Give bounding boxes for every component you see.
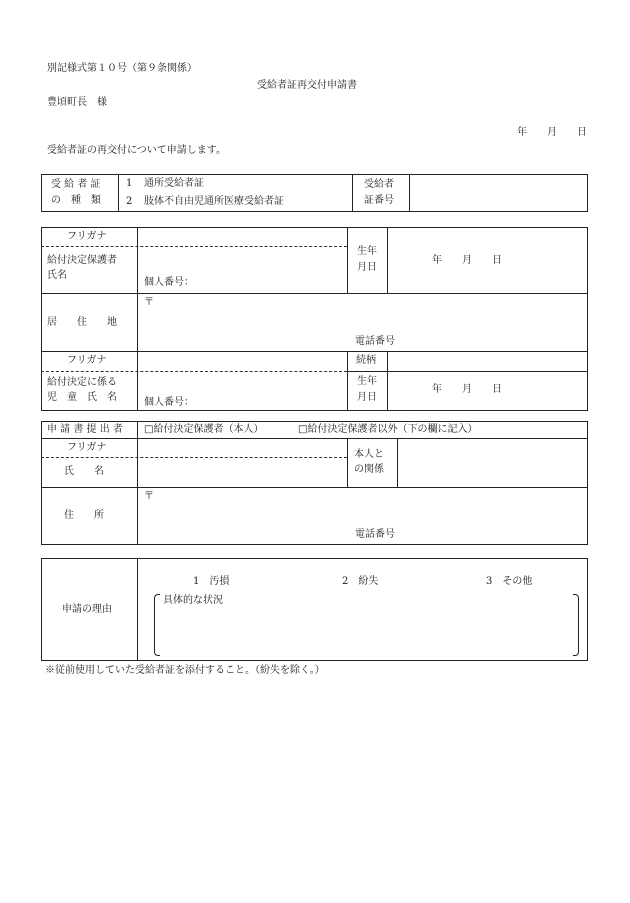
type-label-line1: 受 給 者 証 <box>51 179 101 190</box>
right-bracket-icon <box>573 594 579 656</box>
divider <box>41 438 588 439</box>
divider <box>397 438 398 487</box>
form-number: 別記様式第１０号（第９条関係） <box>47 63 197 74</box>
submitter-furigana-field[interactable] <box>140 440 345 456</box>
option2-text: 肢体不自由児通所医療受給者証 <box>144 196 284 207</box>
date-line: 年 月 日 <box>517 127 587 138</box>
reason-detail-label: 具体的な状況 <box>163 595 223 606</box>
child-birth-label-line2: 月日 <box>357 392 377 403</box>
guardian-furigana-field[interactable] <box>140 229 345 245</box>
residence-label: 居 住 地 <box>47 317 117 328</box>
divider <box>347 351 348 411</box>
submitter-address-field[interactable] <box>140 490 585 522</box>
option1-number: 1 <box>126 178 133 189</box>
guardian-furigana-label: フリガナ <box>67 231 107 242</box>
divider <box>347 371 588 372</box>
child-personal-number-label: 個人番号： <box>144 397 194 408</box>
relationship-label: 続柄 <box>356 355 376 366</box>
residence-phone-label: 電話番号 <box>355 336 395 347</box>
footnote: ※従前使用していた受給者証を添付すること。（紛失を除く。） <box>45 665 325 676</box>
option2-number: 2 <box>126 196 133 207</box>
submitter-name-label: 氏 名 <box>64 466 104 477</box>
relation-to-self-line1: 本人と <box>354 449 384 460</box>
submitter-phone-label: 電話番号 <box>355 529 395 540</box>
addressee: 豊頃町長 様 <box>47 97 107 108</box>
relation-to-self-line2: の関係 <box>354 464 384 475</box>
divider <box>347 438 348 487</box>
left-bracket-icon <box>154 594 160 656</box>
divider <box>41 371 347 372</box>
divider <box>347 227 348 293</box>
divider <box>387 227 388 293</box>
child-name-field[interactable] <box>140 373 345 393</box>
intro-text: 受給者証の再交付について申請します。 <box>47 145 226 156</box>
divider <box>41 246 347 247</box>
relation-to-self-field[interactable] <box>400 440 585 485</box>
reason-option-other[interactable]: 3 その他 <box>486 576 533 587</box>
divider <box>41 351 588 352</box>
divider <box>137 421 138 545</box>
residence-postal-mark: 〒 <box>144 297 154 308</box>
guardian-birth-date[interactable]: 年 月 日 <box>432 255 502 266</box>
submitter-postal-mark: 〒 <box>144 491 154 502</box>
divider <box>41 293 588 294</box>
option1-text: 通所受給者証 <box>144 178 204 189</box>
divider <box>409 174 410 212</box>
guardian-name-label-line2: 氏名 <box>47 270 67 281</box>
residence-field[interactable] <box>140 296 585 328</box>
reason-label: 申請の理由 <box>62 604 112 615</box>
child-name-label-line2: 児 童 氏 名 <box>47 392 117 403</box>
child-birth-label-line1: 生年 <box>357 376 377 387</box>
submitter-furigana-label: フリガナ <box>67 442 107 453</box>
cert-number-label-line1: 受給者 <box>364 179 394 190</box>
submitter-address-label: 住 所 <box>64 510 104 521</box>
divider <box>41 457 347 458</box>
reason-option-lost[interactable]: 2 紛失 <box>342 576 379 587</box>
type-label-line2: の 種 類 <box>51 195 101 206</box>
guardian-personal-number-label: 個人番号： <box>144 277 194 288</box>
divider <box>137 558 138 661</box>
child-birth-date[interactable]: 年 月 日 <box>432 384 502 395</box>
child-name-label-line1: 給付決定に係る <box>47 377 117 388</box>
cert-number-field[interactable] <box>412 176 585 210</box>
submitter-option-self[interactable]: □給付決定保護者（本人） <box>144 424 264 435</box>
relationship-field[interactable] <box>390 353 585 369</box>
divider <box>41 487 588 488</box>
submitter-name-field[interactable] <box>140 459 345 485</box>
guardian-name-label-line1: 給付決定保護者 <box>47 255 117 266</box>
reason-detail-field[interactable] <box>162 610 570 654</box>
divider <box>118 174 119 212</box>
submitter-option-other[interactable]: □給付決定保護者以外（下の欄に記入） <box>298 424 478 435</box>
divider <box>387 351 388 411</box>
child-furigana-label: フリガナ <box>67 355 107 366</box>
reason-option-soiled[interactable]: 1 汚損 <box>193 576 230 587</box>
form-title: 受給者証再交付申請書 <box>257 80 357 91</box>
submitter-label: 申 請 書 提 出 者 <box>47 424 123 435</box>
guardian-name-field[interactable] <box>140 248 345 272</box>
child-furigana-field[interactable] <box>140 353 345 369</box>
cert-number-label-line2: 証番号 <box>364 195 394 206</box>
divider <box>352 174 353 212</box>
guardian-birth-label-line2: 月日 <box>357 262 377 273</box>
divider <box>137 227 138 411</box>
guardian-birth-label-line1: 生年 <box>357 246 377 257</box>
